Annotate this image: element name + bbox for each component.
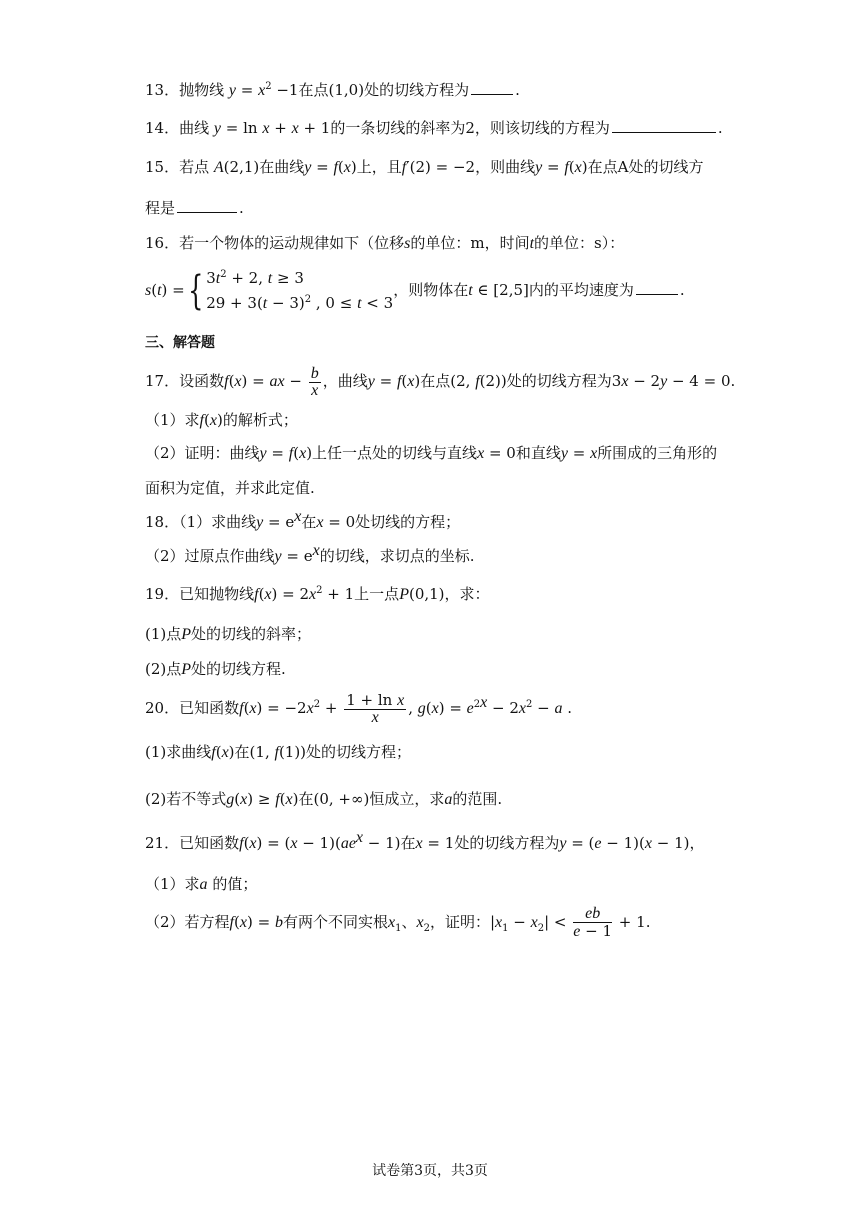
text: 在点 [420, 372, 451, 390]
text: 在点 [298, 81, 329, 99]
text: 上任一点处的切线与直线 [312, 444, 478, 462]
text: 的解析式； [222, 411, 298, 429]
text: 处的切线方程为 [454, 834, 560, 852]
question-21: 21．已知函数$f(x) = (x - 1)(ae^x - 1)$在x = 1处的切线方程为y = (e − 1)(x − 1)， [145, 829, 705, 852]
question-number: 19． [145, 585, 180, 603]
question-17-part2: （2）证明：曲线y = f(x)上任一点处的切线与直线x = 0和直线y = x所围成的三角形的 [145, 444, 718, 462]
question-number: 16． [145, 234, 180, 252]
text: 面积为定值，并求此定值. [145, 479, 315, 497]
question-17-part2-line2 [145, 478, 315, 498]
text: 处的切线方程为 [506, 372, 612, 390]
question-19: 19．已知抛物线$f(x) = 2x^2 + 1$上一点P(0,1)，求： [145, 585, 490, 603]
answer-blank[interactable] [177, 198, 237, 213]
text: . [645, 913, 651, 931]
text: 已知函数 [179, 834, 240, 852]
question-20-part2: (2)若不等式g(x) ≥ f(x)在(0, +∞)恒成立，求a的范围. [145, 790, 503, 808]
text: (2)若不等式 [145, 790, 227, 808]
text: (1)点 [145, 625, 182, 643]
question-15-line2 [145, 198, 244, 218]
question-number: 13． [145, 81, 180, 99]
text: 的单位：m，时间 [410, 234, 530, 252]
text: 在曲线 [259, 158, 305, 176]
text: 有两个不同实根 [282, 913, 388, 931]
text: 恒成立，求 [369, 790, 445, 808]
question-17: 17．设函数f(x) = ax − $\frac{b}{x}$ ，曲线y = f(x)在点(2, f(2))处的切线方程为3x − 2y − 4 = 0. [145, 364, 736, 399]
text: (1)求曲线 [145, 743, 212, 761]
text: ，则曲线 [475, 158, 536, 176]
question-number: 20． [145, 699, 180, 717]
text: 曲线 [179, 119, 210, 137]
text: 设函数 [179, 372, 225, 390]
question-number: 17． [145, 372, 180, 390]
text: 的一条切线的斜率为2，则该切线的方程为 [330, 119, 610, 137]
text: . [730, 372, 736, 390]
text: 所围成的三角形的 [597, 444, 718, 462]
text: . [515, 81, 520, 99]
answer-blank[interactable] [612, 118, 716, 133]
answer-blank[interactable] [471, 80, 513, 95]
text: 上一点 [354, 585, 400, 603]
text: 抛物线 [179, 81, 225, 99]
text: 若点 [179, 158, 210, 176]
text: （2）若方程 [145, 913, 230, 931]
question-20-part1: (1)求曲线f(x)在(1, f(1))处的切线方程； [145, 743, 412, 761]
text: 和直线 [515, 444, 561, 462]
question-18-part1: 18．（1）求曲线$y = e^x$在x = 0处切线的方程； [145, 508, 461, 531]
page-footer: 试卷第3页，共3页 [372, 1163, 488, 1179]
question-15: 15．若点 A(2,1)在曲线y = f(x)上，且f′(2) = −2，则曲线y = f(x)在点A处的切线方 [145, 158, 704, 176]
text: （2）证明：曲线 [145, 444, 260, 462]
text: 处的切线方程为 [364, 81, 470, 99]
question-number: 21． [145, 834, 180, 852]
text: 的值； [212, 875, 258, 893]
question-21-part2: （2）若方程f(x) = b有两个不同实根$x_1$、$x_2$，证明：$|x_1 - x_2|$ < $\frac{eb}{e - 1}$ + 1. [145, 905, 651, 940]
text: 、 [401, 913, 417, 931]
question-16: 16．若一个物体的运动规律如下（位移s的单位：m，时间t的单位：s）： [145, 234, 625, 252]
text: ，求： [444, 585, 490, 603]
text: . [717, 119, 723, 137]
question-number: 15． [145, 158, 180, 176]
text: 处的切线方程； [306, 743, 412, 761]
question-18-part2: （2）过原点作曲线$y = e^x$的切线，求切点的坐标. [145, 542, 475, 565]
text: 在点A处的切线方 [587, 158, 704, 176]
text: . [679, 281, 685, 299]
text: 若一个物体的运动规律如下（位移 [179, 234, 405, 252]
question-number: 14． [145, 119, 180, 137]
text: 已知抛物线 [179, 585, 255, 603]
question-16-formula: s(t) ={ $3t^2 + 2$, t ≥ 3 $29 + 3(t - 3)^2$ , 0 ≤ t < 3 ，则物体在t ∈ [2,5]内的平均速度为 . [145, 268, 685, 314]
text: 处的切线方程. [191, 660, 286, 678]
question-17-part1: （1）求f(x)的解析式； [145, 411, 298, 429]
text: ， [689, 834, 705, 852]
question-13: 13．抛物线 $y = x^2 -1$在点(1,0)处的切线方程为 . [145, 81, 520, 99]
text: 上，且 [356, 158, 402, 176]
text: 的范围. [452, 790, 503, 808]
question-20: 20．已知函数$f(x) = -2x^2$ + $\frac{\text{1 + ln x}}{x}$ , $g(x) = e^{2x} - 2x^2 - a$ . [145, 691, 573, 726]
text: 在 [234, 743, 250, 761]
question-19-part1: (1)点P处的切线的斜率； [145, 625, 312, 643]
text: 已知函数 [179, 699, 240, 717]
text: ，曲线 [322, 372, 368, 390]
text: (2)点 [145, 660, 182, 678]
section-title: 三、解答题 [145, 335, 215, 351]
math: y [213, 120, 221, 137]
text: （1）求 [145, 411, 200, 429]
text: （2）过原点作曲线 [145, 547, 275, 565]
answer-blank[interactable] [636, 280, 678, 295]
text: 处的切线的斜率； [191, 625, 312, 643]
text: 18．（1）求曲线 [145, 513, 257, 531]
text: 内的平均速度为 [528, 281, 634, 299]
text: ，证明： [429, 913, 490, 931]
text: . [239, 199, 244, 217]
text: 的单位：s）： [534, 234, 625, 252]
text: ，则物体在 [393, 281, 469, 299]
math: y [228, 82, 236, 99]
question-19-part2: (2)点P处的切线方程. [145, 660, 286, 678]
text: 处切线的方程； [355, 513, 461, 531]
math: x [258, 82, 266, 99]
text: 在 [301, 513, 317, 531]
text: （1）求 [145, 875, 200, 893]
question-21-part1: （1）求a 的值； [145, 875, 258, 893]
text: 的切线，求切点的坐标. [319, 547, 475, 565]
text: 在 [298, 790, 314, 808]
text: 在 [400, 834, 416, 852]
text: 程是 [145, 199, 176, 217]
question-14: 14．曲线 y = ln x + x + 1的一条切线的斜率为2，则该切线的方程为 . [145, 119, 723, 137]
